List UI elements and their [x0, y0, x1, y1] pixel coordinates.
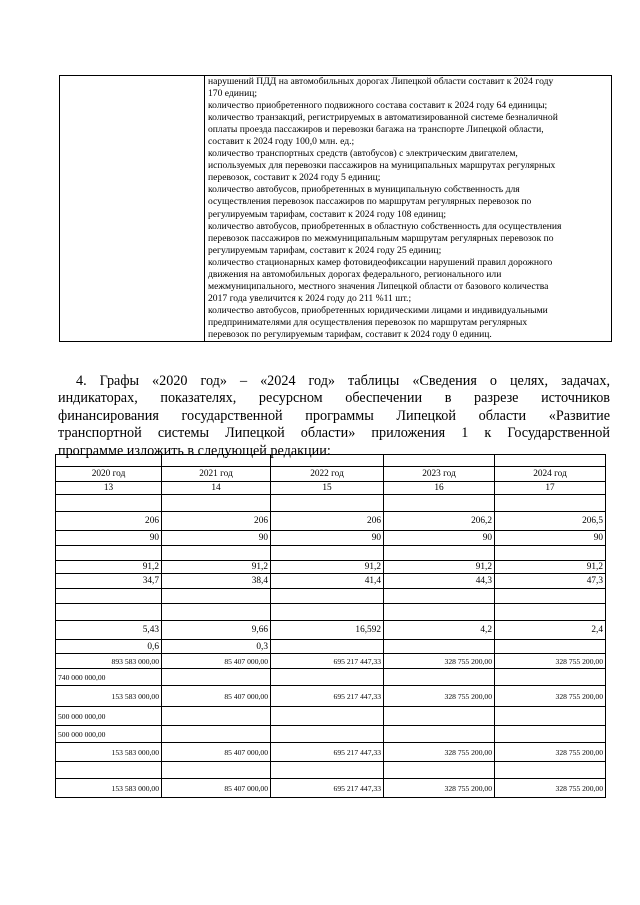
table-cell: [384, 762, 495, 779]
text-line: предпринимателями для осуществления перевозок по маршрутам регулярных: [208, 316, 528, 328]
text-line: составит к 2024 году 100,0 млн. ед.;: [208, 136, 355, 148]
table-cell: 85 407 000,00: [162, 686, 271, 707]
table-cell: 206: [162, 512, 271, 531]
table-cell: 328 755 200,00: [384, 743, 495, 762]
table-cell: 91,2: [384, 561, 495, 574]
table-cell: 9,66: [162, 621, 271, 640]
text-line: количество автобусов, приобретенных юридическими лицами и индивидуальными: [208, 304, 548, 316]
table-cell: 47,3: [495, 574, 606, 589]
text-line: осуществления перевозок пассажиров по маршрутам регулярных перевозок по: [208, 196, 532, 208]
table-cell: [271, 762, 384, 779]
text-line: движения на автомобильных дорогах федерального, регионального или: [208, 268, 502, 280]
table-cell: [271, 726, 384, 743]
table-cell: 90: [162, 531, 271, 546]
table-row: [56, 589, 606, 604]
table-cell: [271, 495, 384, 512]
table-cell: [56, 455, 162, 467]
table-cell: 328 755 200,00: [384, 654, 495, 669]
table-row: [60, 76, 612, 342]
table-cell: 740 000 000,00: [56, 669, 162, 686]
table-cell: 2021 год: [162, 467, 271, 482]
text-line: перевозок, составит к 2024 году 5 единиц;: [208, 172, 381, 184]
table-cell: [495, 669, 606, 686]
table-cell: [384, 546, 495, 561]
text-line: количество стационарных камер фотовидеофиксации нарушений правил дорожного: [208, 256, 553, 268]
table-cell: [56, 589, 162, 604]
table-row: [56, 686, 606, 707]
table-cell: 90: [495, 531, 606, 546]
table-cell: [162, 455, 271, 467]
table-cell: 0,3: [162, 640, 271, 654]
table-cell: [495, 707, 606, 726]
table-row: [56, 574, 606, 589]
table-cell: 695 217 447,33: [271, 779, 384, 798]
table-row: [56, 640, 606, 654]
table-cell: 2020 год: [56, 467, 162, 482]
table-row: [56, 621, 606, 640]
table-cell: [162, 707, 271, 726]
table-cell: [495, 589, 606, 604]
paragraph-line: индикаторах, показателях, ресурсном обеспечении в разрезе источников: [58, 390, 610, 407]
table-cell: [271, 589, 384, 604]
table-cell: [495, 726, 606, 743]
table-cell: 328 755 200,00: [384, 686, 495, 707]
table-cell: [384, 669, 495, 686]
table-row: [56, 561, 606, 574]
table-cell: [162, 726, 271, 743]
table-cell: [162, 669, 271, 686]
table-cell: 90: [56, 531, 162, 546]
table-cell: [56, 546, 162, 561]
text-line: используемых для перевозки пассажиров на муниципальных маршрутах регулярных: [208, 160, 556, 172]
table-cell: 91,2: [162, 561, 271, 574]
table-cell: 2022 год: [271, 467, 384, 482]
text-line: 2017 года увеличится к 2024 году до 211 %11 шт.;: [208, 292, 412, 304]
table-cell: [495, 455, 606, 467]
table-cell: [384, 726, 495, 743]
indicators-text-cell: [205, 76, 612, 342]
table-cell: 44,3: [384, 574, 495, 589]
table-row: [56, 743, 606, 762]
table-cell: 695 217 447,33: [271, 743, 384, 762]
table-cell: 17: [495, 482, 606, 495]
table-cell: [162, 495, 271, 512]
table-cell: [384, 604, 495, 621]
table-cell: [384, 589, 495, 604]
table-cell: 328 755 200,00: [495, 654, 606, 669]
table-cell: [56, 604, 162, 621]
table-row: [56, 467, 606, 482]
table-cell: 500 000 000,00: [56, 726, 162, 743]
table-cell: 328 755 200,00: [495, 743, 606, 762]
table-row: [56, 531, 606, 546]
table-cell: 500 000 000,00: [56, 707, 162, 726]
table-cell: 2024 год: [495, 467, 606, 482]
table-cell: 0,6: [56, 640, 162, 654]
table-cell: 91,2: [271, 561, 384, 574]
table-cell: 328 755 200,00: [495, 779, 606, 798]
table-cell: [495, 604, 606, 621]
table-cell: 328 755 200,00: [495, 686, 606, 707]
table-cell: 328 755 200,00: [384, 779, 495, 798]
continuation-table: [59, 75, 612, 342]
table-cell: [271, 604, 384, 621]
table-row: [56, 726, 606, 743]
table-cell: [495, 640, 606, 654]
table-cell: 153 583 000,00: [56, 743, 162, 762]
table-cell: [271, 707, 384, 726]
table-row: [56, 654, 606, 669]
table-row: [56, 455, 606, 467]
text-line: оплаты проезда пассажиров и перевозки багажа на транспорте Липецкой области,: [208, 124, 544, 136]
text-line: перевозок пассажиров по межмуниципальным маршрутам регулярных перевозок по: [208, 232, 554, 244]
table-cell: 206: [271, 512, 384, 531]
text-line: количество автобусов, приобретенных в областную собственность для осуществления: [208, 220, 562, 232]
table-cell: [495, 546, 606, 561]
table-cell: 695 217 447,33: [271, 654, 384, 669]
table-cell: [162, 604, 271, 621]
table-cell: 893 583 000,00: [56, 654, 162, 669]
table-cell: [162, 546, 271, 561]
table-cell: 13: [56, 482, 162, 495]
paragraph-line: транспортной системы Липецкой области» приложения 1 к Государственной: [58, 425, 610, 442]
table-cell: [162, 589, 271, 604]
table-cell: 14: [162, 482, 271, 495]
financing-table: [55, 454, 606, 798]
table-cell: 91,2: [56, 561, 162, 574]
empty-cell: [60, 76, 205, 342]
text-line: количество приобретенного подвижного состава составит к 2024 году 64 единицы;: [208, 100, 548, 112]
table-cell: 5,43: [56, 621, 162, 640]
table-cell: 2023 год: [384, 467, 495, 482]
table-cell: 695 217 447,33: [271, 686, 384, 707]
table-cell: 90: [271, 531, 384, 546]
table-cell: 85 407 000,00: [162, 743, 271, 762]
table-cell: [495, 495, 606, 512]
table-cell: 206,2: [384, 512, 495, 531]
table-cell: [384, 707, 495, 726]
paragraph-line: финансирования государственной программы Липецкой области «Развитие: [58, 407, 610, 424]
table-cell: [384, 455, 495, 467]
text-line: перевозок по регулируемым тарифам, составит к 2024 году 0 единиц.: [208, 328, 492, 340]
table-row: [56, 495, 606, 512]
text-line: нарушений ПДД на автомобильных дорогах Липецкой области составит к 2024 году: [208, 76, 554, 87]
text-line: межмуниципального, местного значения Липецкой области от базового количества: [208, 280, 549, 292]
table-cell: 153 583 000,00: [56, 686, 162, 707]
table-row: [56, 779, 606, 798]
table-cell: [56, 762, 162, 779]
text-line: регулируемым тарифам, составит к 2024 году 25 единиц;: [208, 244, 442, 256]
table-cell: [495, 762, 606, 779]
paragraph-line: программе изложить в следующей редакции:: [58, 442, 331, 459]
text-line: количество транзакций, регистрируемых в автоматизированной системе безналичной: [208, 112, 558, 124]
table-cell: 16: [384, 482, 495, 495]
table-cell: 153 583 000,00: [56, 779, 162, 798]
table-cell: 85 407 000,00: [162, 654, 271, 669]
table-cell: [56, 495, 162, 512]
table-cell: [271, 455, 384, 467]
table-cell: 15: [271, 482, 384, 495]
table-cell: 91,2: [495, 561, 606, 574]
table-cell: [384, 640, 495, 654]
paragraph-line: 4. Графы «2020 год» – «2024 год» таблицы «Сведения о целях, задачах,: [76, 373, 610, 389]
table-row: [56, 546, 606, 561]
table-cell: 2,4: [495, 621, 606, 640]
text-line: количество транспортных средств (автобусов) с электрическим двигателем,: [208, 148, 518, 160]
table-cell: [271, 640, 384, 654]
table-cell: 34,7: [56, 574, 162, 589]
table-cell: 41,4: [271, 574, 384, 589]
text-line: количество автобусов, приобретенных в муниципальную собственность для: [208, 184, 520, 196]
table-cell: 4,2: [384, 621, 495, 640]
table-row: [56, 762, 606, 779]
table-row: [56, 707, 606, 726]
table-cell: 38,4: [162, 574, 271, 589]
table-cell: [271, 669, 384, 686]
table-cell: 16,592: [271, 621, 384, 640]
table-cell: 206,5: [495, 512, 606, 531]
table-cell: [271, 546, 384, 561]
table-cell: 206: [56, 512, 162, 531]
text-line: 170 единиц;: [208, 88, 258, 100]
table-cell: 85 407 000,00: [162, 779, 271, 798]
amendment-paragraph: [58, 373, 610, 460]
text-line: регулируемым тарифам, составит к 2024 году 108 единиц;: [208, 208, 447, 220]
table-row: [56, 669, 606, 686]
table-cell: [384, 495, 495, 512]
table-row: [56, 604, 606, 621]
table-row: [56, 512, 606, 531]
table-cell: 90: [384, 531, 495, 546]
table-row: [56, 482, 606, 495]
table-cell: [162, 762, 271, 779]
